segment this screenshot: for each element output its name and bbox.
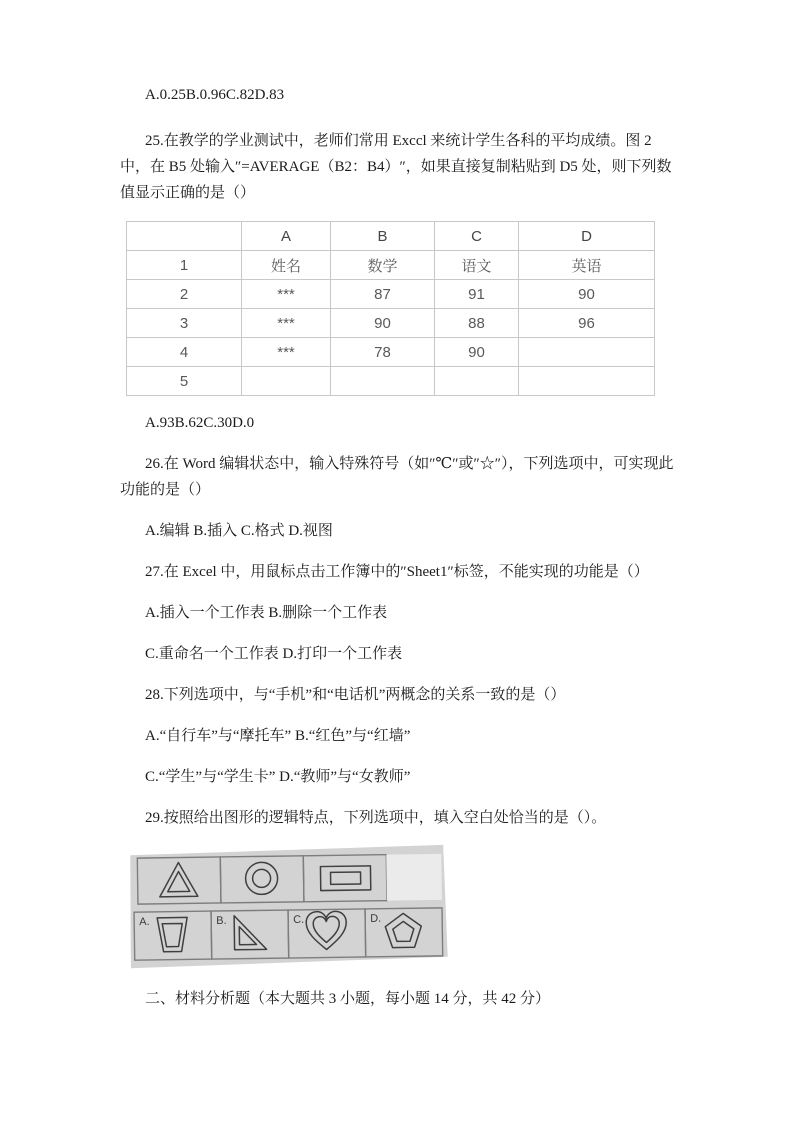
excel-row-2 [127, 280, 655, 309]
question-25-text: 25.在教学的学业测试中，老师们常用 Exccl 来统计学生各科的平均成绩。图 2 中，在 B5 处输入″=AVERAGE（B2：B4）″，如果直接复制粘贴到 D5 处，则下列数值显示正确的是（） [120, 133, 672, 201]
excel-row-1 [127, 251, 655, 280]
excel-cell [519, 338, 655, 367]
excel-row-number: 4 [127, 338, 242, 367]
excel-header-row [127, 222, 655, 251]
excel-col-header-c: C [435, 222, 519, 251]
excel-row-number: 2 [127, 280, 242, 309]
question-29-figure-image [129, 844, 451, 970]
excel-cell: 90 [435, 338, 519, 367]
excel-cell [242, 367, 331, 396]
excel-cell: *** [242, 280, 331, 309]
excel-col-header-d: D [519, 222, 655, 251]
excel-cell: 88 [435, 309, 519, 338]
excel-row-5 [127, 367, 655, 396]
excel-cell: 91 [435, 280, 519, 309]
excel-row-number: 5 [127, 367, 242, 396]
excel-row-3 [127, 309, 655, 338]
question-28-options-ab: A.“自行车”与“摩托车” B.“红色”与“红墙” [145, 728, 411, 744]
excel-cell: 78 [331, 338, 435, 367]
question-28-text: 28.下列选项中，与“手机”和“电话机”两概念的关系一致的是（） [145, 687, 566, 703]
question-25-options: A.93B.62C.30D.0 [145, 415, 255, 431]
excel-cell: 90 [331, 309, 435, 338]
shape-puzzle-figure [129, 844, 449, 970]
excel-corner-cell [127, 222, 242, 251]
excel-cell [519, 367, 655, 396]
excel-cell: 英语 [519, 251, 655, 280]
question-24-options: A.0.25B.0.96C.82D.83 [145, 87, 285, 103]
question-27-text: 27.在 Excel 中，用鼠标点击工作簿中的″Sheet1″标签，不能实现的功能是（） [145, 564, 649, 580]
figure-option-label-b: B. [216, 914, 227, 928]
question-28-options-cd: C.“学生”与“学生卡” D.“教师”与“女教师” [145, 769, 411, 785]
blank-answer-cell [386, 854, 442, 901]
excel-row-number: 3 [127, 309, 242, 338]
excel-cell [331, 367, 435, 396]
figure-option-label-a: A. [139, 915, 150, 929]
excel-cell: *** [242, 338, 331, 367]
excel-cell: 姓名 [242, 251, 331, 280]
question-27-options-cd: C.重命名一个工作表 D.打印一个工作表 [145, 646, 403, 662]
excel-cell: 96 [519, 309, 655, 338]
excel-cell: 87 [331, 280, 435, 309]
question-26-options: A.编辑 B.插入 C.格式 D.视图 [145, 523, 333, 539]
excel-spreadsheet-table [126, 221, 655, 396]
excel-col-header-b: B [331, 222, 435, 251]
excel-col-header-a: A [242, 222, 331, 251]
question-27-options-ab: A.插入一个工作表 B.删除一个工作表 [145, 605, 388, 621]
excel-cell [435, 367, 519, 396]
excel-cell: 数学 [331, 251, 435, 280]
question-26-text: 26.在 Word 编辑状态中，输入特殊符号（如″℃″或″☆″），下列选项中，可实现此功能的是（） [120, 456, 674, 498]
excel-row-4 [127, 338, 655, 367]
figure-option-label-c: C. [293, 913, 305, 926]
excel-row-number: 1 [127, 251, 242, 280]
excel-cell: 90 [519, 280, 655, 309]
excel-cell: *** [242, 309, 331, 338]
figure-option-label-d: D. [370, 912, 382, 925]
question-29-text: 29.按照给出图形的逻辑特点，下列选项中，填入空白处恰当的是（）。 [145, 810, 607, 826]
excel-cell: 语文 [435, 251, 519, 280]
section-2-title: 二、材料分析题（本大题共 3 小题，每小题 14 分，共 42 分） [145, 991, 551, 1007]
